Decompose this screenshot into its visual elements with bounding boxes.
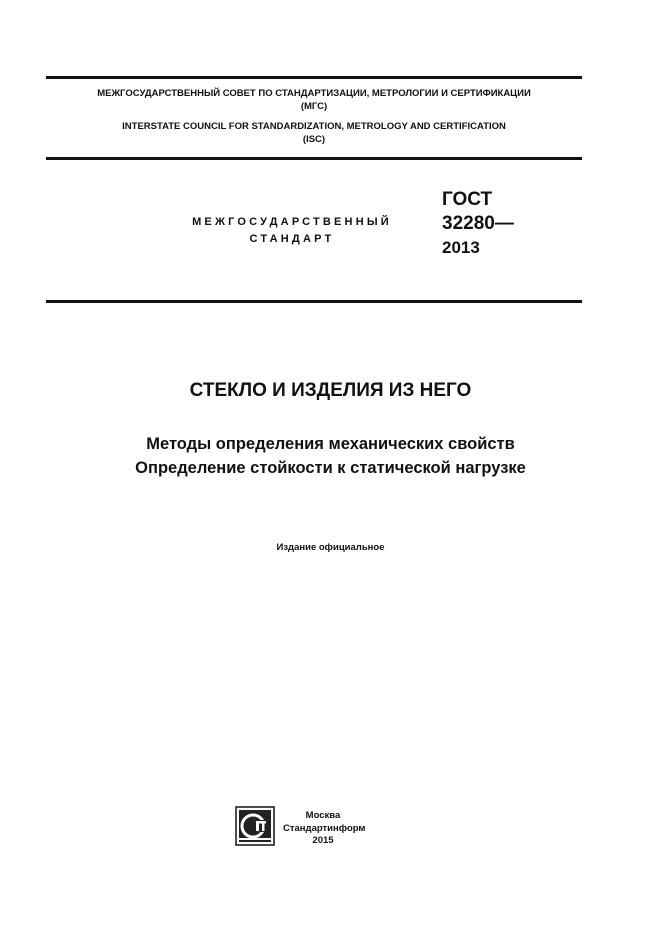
document-subtitle-line1: Методы определения механических свойств xyxy=(146,435,515,453)
standard-code-year: 2013 xyxy=(442,238,480,257)
standard-type-line2: СТАНДАРТ xyxy=(249,233,335,245)
council-en xyxy=(46,120,582,146)
council-en-abbr: (ISC) xyxy=(302,134,326,145)
council-ru xyxy=(46,87,582,113)
lower-rule xyxy=(46,300,582,303)
standard-code-prefix: ГОСТ xyxy=(442,189,493,210)
council-ru-abbr: (МГС) xyxy=(300,101,328,112)
edition-note: Издание официальное xyxy=(276,542,385,553)
standartinform-logo-icon xyxy=(235,806,275,846)
document-subtitle-line2: Определение стойкости к статической нагрузке xyxy=(135,459,526,477)
council-en-name: INTERSTATE COUNCIL FOR STANDARDIZATION, METROLOGY AND CERTIFICATION xyxy=(122,121,506,132)
publisher-year: 2015 xyxy=(312,835,334,846)
top-rule xyxy=(46,76,582,79)
council-ru-name: МЕЖГОСУДАРСТВЕННЫЙ СОВЕТ ПО СТАНДАРТИЗАЦИИ, МЕТРОЛОГИИ И СЕРТИФИКАЦИИ xyxy=(97,88,531,99)
publisher-city: Москва xyxy=(305,810,341,821)
publisher-name: Стандартинформ xyxy=(283,822,366,834)
document-title: СТЕКЛО И ИЗДЕЛИЯ ИЗ НЕГО xyxy=(189,380,472,401)
standard-code-number: 32280— xyxy=(442,213,514,234)
publisher-block xyxy=(283,810,366,848)
document-subtitle xyxy=(0,432,661,480)
standard-type-line1: МЕЖГОСУДАРСТВЕННЫЙ xyxy=(192,216,392,228)
standard-code xyxy=(442,188,514,260)
middle-rule xyxy=(46,157,582,160)
standard-type xyxy=(160,214,424,248)
